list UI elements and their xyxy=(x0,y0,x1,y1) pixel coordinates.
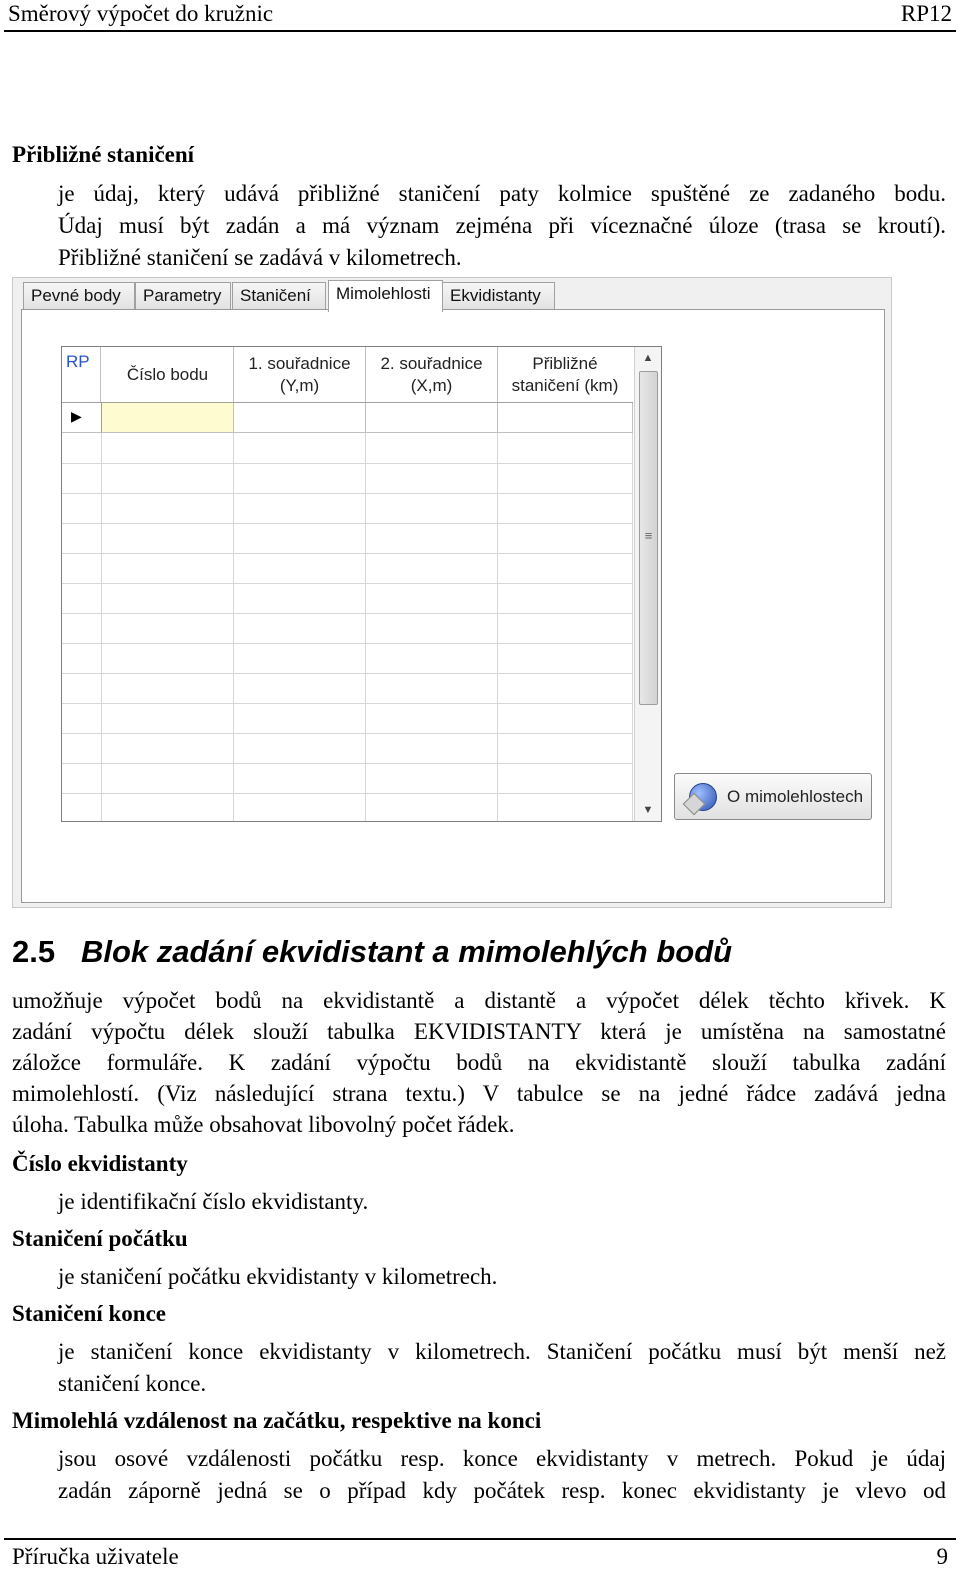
column-header-line: 2. souřadnice xyxy=(380,353,483,373)
tab-panel xyxy=(21,309,885,903)
section-heading xyxy=(12,932,732,972)
grid-line xyxy=(62,673,633,674)
definition-line: jsou osové vzdálenosti počátku resp. konce ekvidistanty v metrech. Pokud je údaj xyxy=(58,1446,946,1471)
column-header-line: staničení (km) xyxy=(511,375,619,395)
current-cell-cislo-bodu[interactable] xyxy=(102,403,234,433)
footer-title: Příručka uživatele xyxy=(12,1544,179,1569)
definition-line: zadán záporně jedná se o případ kdy počátek resp. konec ekvidistanty je vlevo od xyxy=(58,1478,946,1503)
about-button-label: O mimolehlostech xyxy=(727,786,864,806)
vertical-scrollbar[interactable] xyxy=(634,347,661,821)
column-header-priblizne-staniceni[interactable] xyxy=(498,347,632,402)
column-header-line: Přibližné xyxy=(532,353,598,373)
cd-info-icon xyxy=(689,783,717,811)
tab-mimolehlosti[interactable]: Mimolehlosti xyxy=(328,280,443,312)
grid-line xyxy=(62,643,633,644)
section-number: 2.5 xyxy=(12,934,56,969)
column-header-line: (Y,m) xyxy=(279,375,320,395)
definition-line: je staničení počátku ekvidistanty v kilometrech. xyxy=(58,1264,498,1289)
section-line: záložce formuláře. K zadání výpočtu bodů na ekvidistantě slouží tabulka zadání xyxy=(12,1050,946,1075)
tab-ekvidistanty[interactable]: Ekvidistanty xyxy=(442,282,555,309)
column-header-rp[interactable]: RP xyxy=(62,347,101,402)
intro-line: je údaj, který udává přibližné staničení paty kolmice spuštěné ze zadaného bodu. xyxy=(58,181,946,206)
section-line: úloha. Tabulka může obsahovat libovolný počet řádek. xyxy=(12,1112,515,1137)
scroll-down-icon[interactable]: ▼ xyxy=(642,804,654,816)
section-body xyxy=(12,985,946,1140)
grid-line xyxy=(62,793,633,794)
grid-line xyxy=(62,763,633,764)
document-code: RP12 xyxy=(900,1,952,26)
column-header-souradnice-y[interactable] xyxy=(234,347,366,402)
grid-line xyxy=(62,613,633,614)
scrollbar-thumb[interactable] xyxy=(639,371,658,705)
grid-line xyxy=(62,733,633,734)
section-line: mimolehlostí. (Viz následující strana textu.) V tabulce se na jedné řádce zadává jedna xyxy=(12,1081,946,1106)
definition-term: Staničení konce xyxy=(12,1301,166,1326)
document-title: Směrový výpočet do kružnic xyxy=(8,1,274,26)
current-row-arrow-icon: ▶ xyxy=(71,408,82,424)
column-header-cislo-bodu[interactable]: Číslo bodu xyxy=(102,347,234,402)
definition-term: Mimolehlá vzdálenost na začátku, respektive na konci xyxy=(12,1408,542,1433)
grid-line xyxy=(62,553,633,554)
definition-body xyxy=(58,1186,946,1218)
grid-line xyxy=(62,493,633,494)
footer-rule xyxy=(4,1538,956,1540)
column-header-souradnice-x[interactable] xyxy=(366,347,498,402)
grid-line xyxy=(62,463,633,464)
dialog-screenshot xyxy=(12,277,892,908)
section-title: Blok zadání ekvidistant a mimolehlých bodů xyxy=(80,934,733,969)
intro-line: Přibližné staničení se zadává v kilometrech. xyxy=(58,245,462,270)
grid-line xyxy=(62,703,633,704)
scroll-grip-icon: ≡ xyxy=(644,528,653,543)
grid-line xyxy=(62,583,633,584)
intro-title: Přibližné staničení xyxy=(12,142,195,167)
definition-term: Staničení počátku xyxy=(12,1226,188,1251)
table-cell[interactable] xyxy=(234,403,366,433)
definition-term: Číslo ekvidistanty xyxy=(12,1151,188,1176)
table-cell[interactable] xyxy=(498,403,633,433)
page-number: 9 xyxy=(936,1544,948,1569)
intro-body xyxy=(58,178,946,274)
row-selector[interactable] xyxy=(62,403,102,433)
intro-line: Údaj musí být zadán a má význam zejména při víceznačné úloze (trasa se kroutí). xyxy=(58,213,946,238)
tab-staniceni[interactable]: Staničení xyxy=(232,282,326,309)
tab-parametry[interactable]: Parametry xyxy=(135,282,231,309)
grid-line xyxy=(62,523,633,524)
definition-body xyxy=(58,1336,946,1400)
section-line: umožňuje výpočet bodů na ekvidistantě a distantě a výpočet délek těchto křivek. K xyxy=(12,988,946,1013)
header-rule xyxy=(4,30,956,32)
definition-line: je staničení konce ekvidistanty v kilometrech. Staničení počátku musí být menší než xyxy=(58,1339,946,1364)
mimolehlosti-table[interactable] xyxy=(61,346,662,822)
scroll-up-icon[interactable]: ▲ xyxy=(642,352,654,364)
definition-body xyxy=(58,1261,946,1293)
about-mimolehlosti-button[interactable] xyxy=(674,773,872,820)
definition-line: staničení konce. xyxy=(58,1371,207,1396)
definition-line: je identifikační číslo ekvidistanty. xyxy=(58,1189,369,1214)
column-header-line: 1. souřadnice xyxy=(248,353,351,373)
definition-body xyxy=(58,1443,946,1507)
tab-pevne-body[interactable]: Pevné body xyxy=(23,282,135,309)
column-header-line: (X,m) xyxy=(410,375,453,395)
table-header xyxy=(62,347,633,403)
section-line: zadání výpočtu délek slouží tabulka EKVIDISTANTY která je umístěna na samostatné xyxy=(12,1019,946,1044)
table-cell[interactable] xyxy=(366,403,498,433)
